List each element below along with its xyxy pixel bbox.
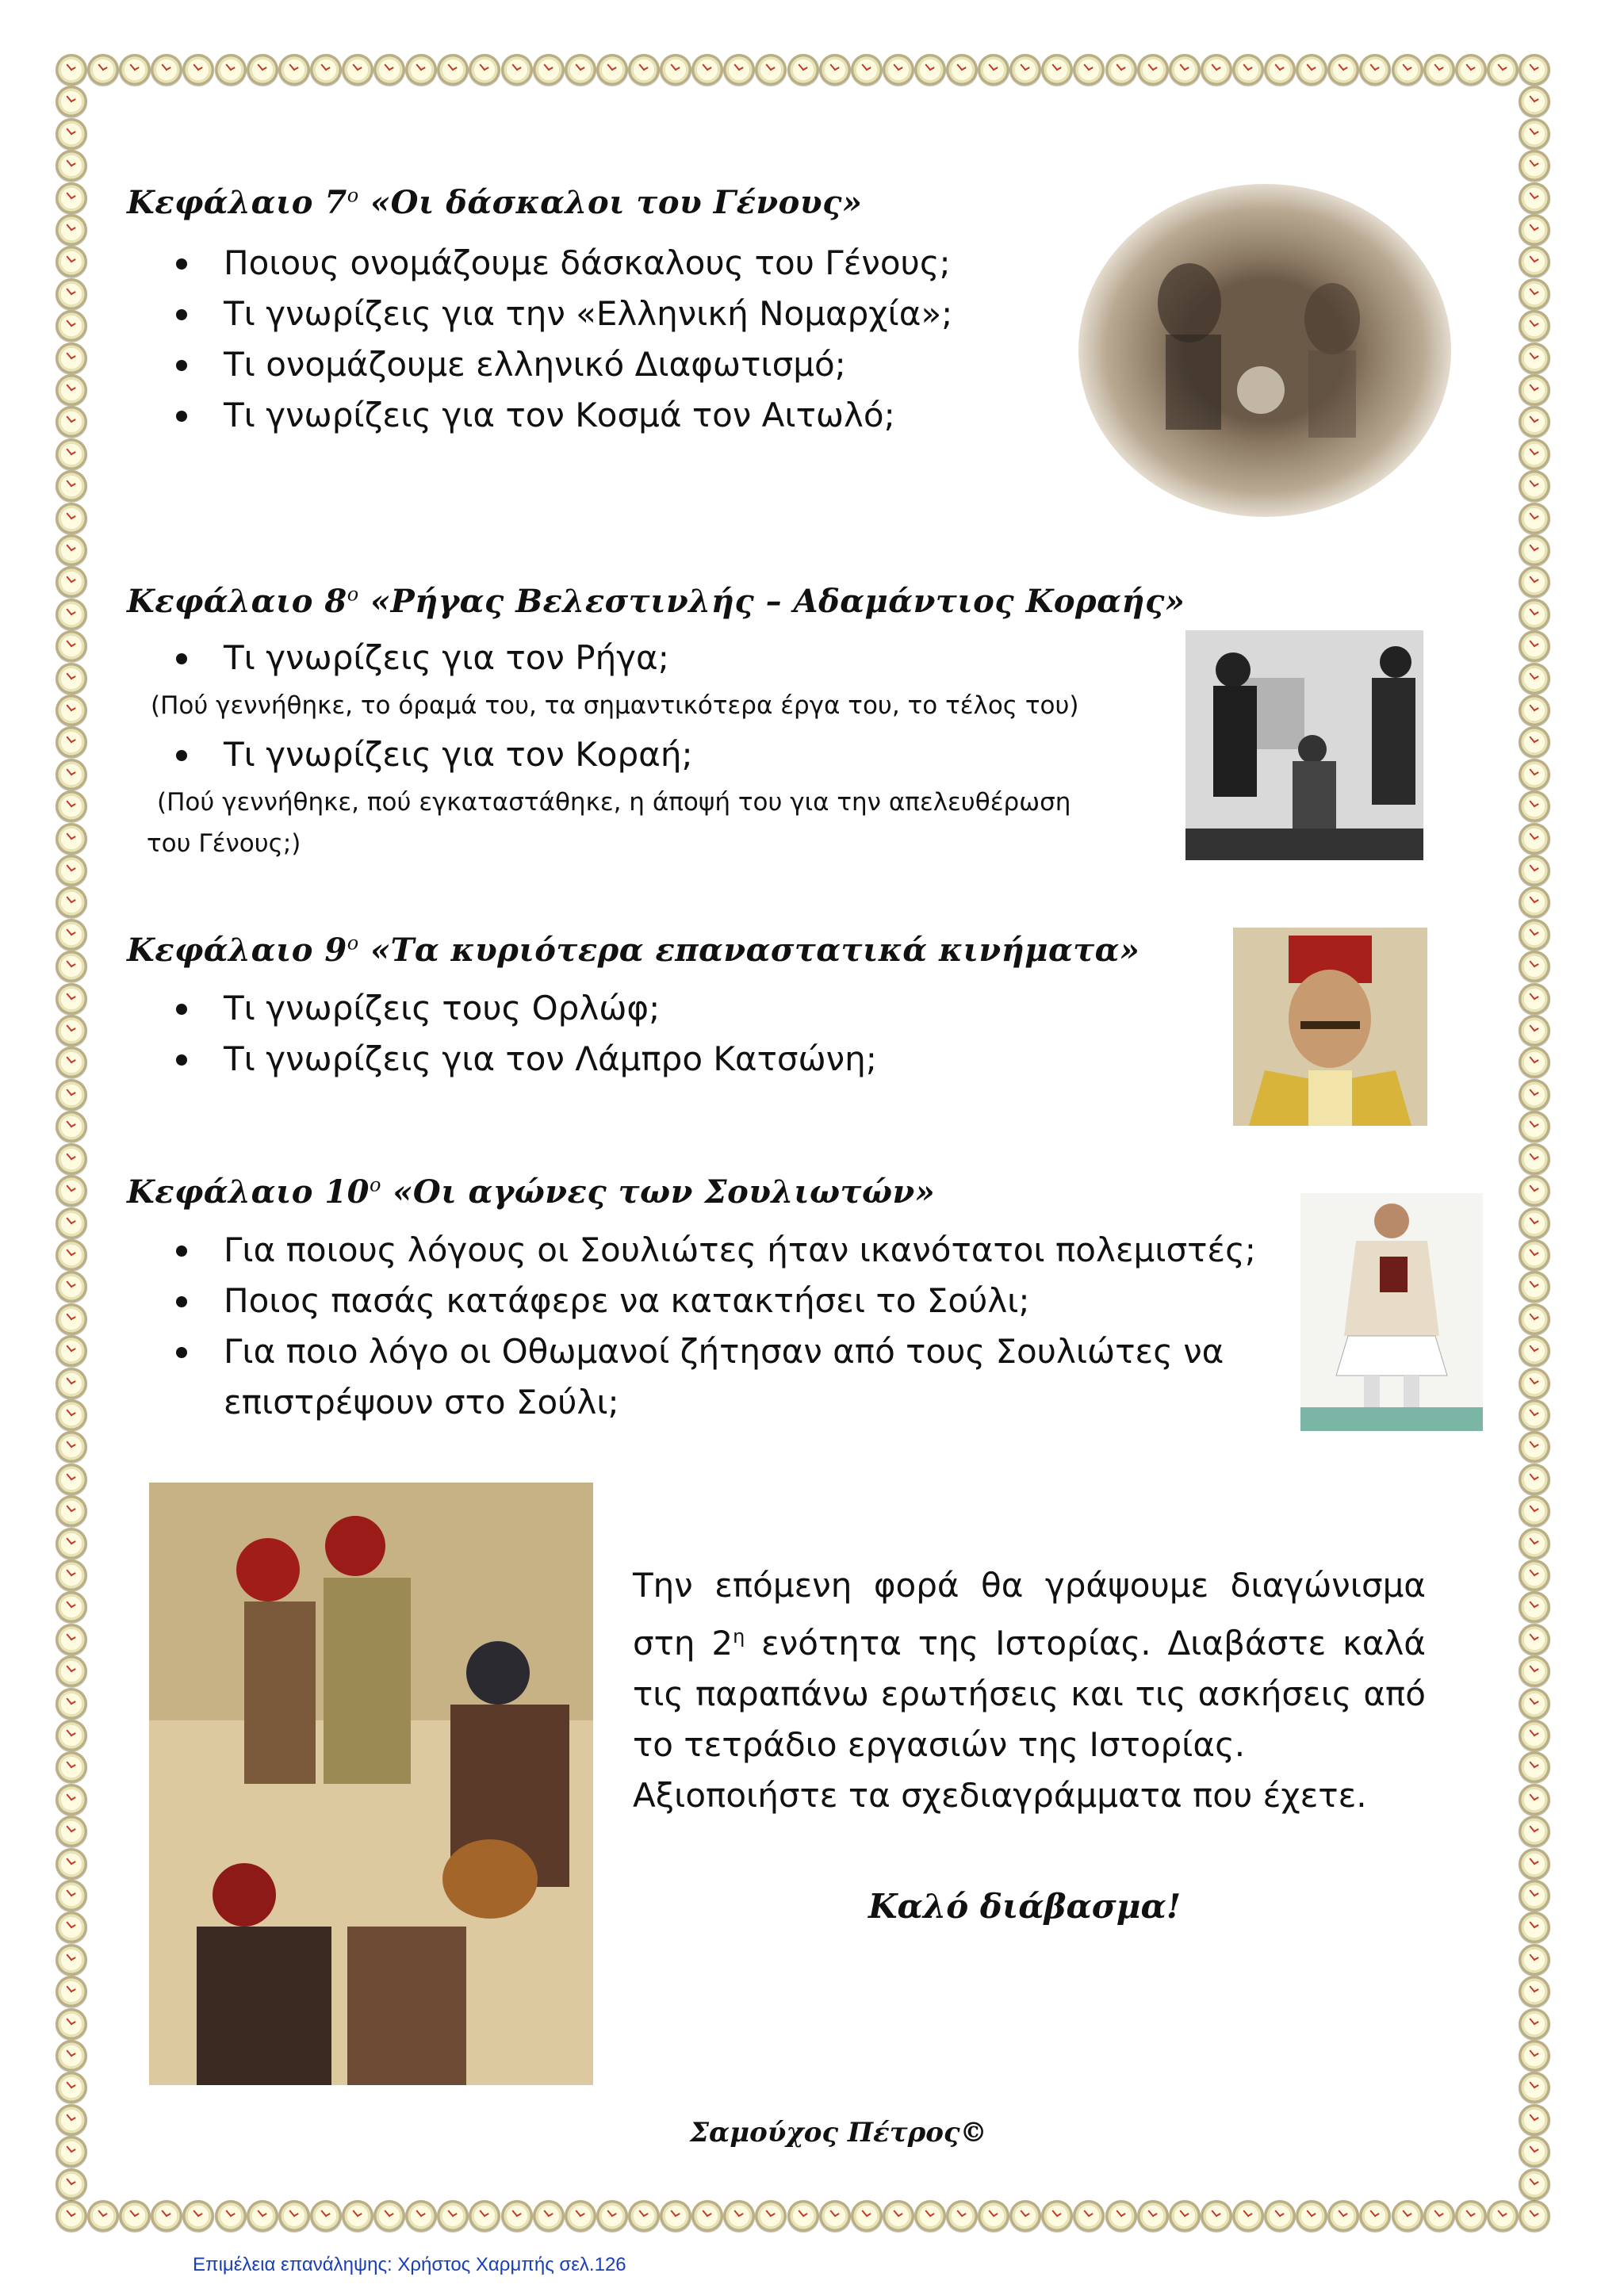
- clock-icon: [437, 2200, 469, 2232]
- clock-icon: [1519, 310, 1550, 342]
- clock-icon: [533, 54, 565, 86]
- clock-icon: [56, 54, 87, 86]
- clock-icon: [1519, 1880, 1550, 1911]
- clock-icon: [1041, 2200, 1073, 2232]
- chapter-9-heading-title: «Τα κυριότερα επαναστατικά κινήματα»: [358, 932, 1140, 969]
- clock-icon: [151, 2200, 182, 2232]
- clock-icon: [1519, 1175, 1550, 1207]
- clock-icon: [755, 54, 787, 86]
- clock-icon: [56, 470, 87, 502]
- closing-text: [633, 1560, 1426, 1821]
- clock-icon: [373, 54, 405, 86]
- clock-icon: [56, 1655, 87, 1687]
- clock-icon: [56, 919, 87, 951]
- clock-icon: [501, 54, 533, 86]
- clock-icon: [1519, 1303, 1550, 1335]
- clock-icon: [1519, 150, 1550, 182]
- list-item: Τι ονομάζουμε ελληνικό Διαφωτισμό;: [168, 339, 1040, 390]
- clock-icon: [56, 1528, 87, 1559]
- clock-icon: [56, 1368, 87, 1399]
- clock-icon: [56, 406, 87, 438]
- clock-icon: [56, 951, 87, 982]
- clock-icon: [1137, 2200, 1169, 2232]
- footer-credit: Επιμέλεια επανάληψης: Χρήστος Χαρμπής σελ.126: [193, 2254, 626, 2275]
- clock-icon: [1519, 246, 1550, 277]
- clock-icon: [533, 2200, 565, 2232]
- clock-icon: [56, 374, 87, 406]
- clock-icon: [151, 54, 182, 86]
- clock-icon: [1519, 54, 1550, 86]
- clock-icon: [1519, 118, 1550, 150]
- clock-icon: [56, 1816, 87, 1847]
- clock-icon: [914, 2200, 946, 2232]
- clock-icon: [1519, 630, 1550, 662]
- clock-icon: [1392, 54, 1423, 86]
- clock-icon: [1519, 1335, 1550, 1367]
- good-luck-text: Καλό διάβασμα!: [868, 1887, 1182, 1926]
- clock-icon: [1519, 855, 1550, 886]
- clock-icon: [1519, 951, 1550, 982]
- clock-icon: [628, 2200, 660, 2232]
- clock-icon: [1519, 790, 1550, 822]
- clock-icon: [1327, 2200, 1359, 2232]
- chapter-9-heading: [127, 932, 1139, 969]
- clock-icon: [56, 1303, 87, 1335]
- clock-icon: [1519, 503, 1550, 534]
- clock-icon: [1519, 1431, 1550, 1463]
- list-item: Ποιους ονομάζουμε δάσκαλους του Γένους;: [168, 238, 1040, 289]
- clock-icon: [819, 2200, 851, 2232]
- clock-icon: [1519, 470, 1550, 502]
- clock-icon: [56, 1495, 87, 1527]
- clock-icon: [1264, 2200, 1296, 2232]
- clock-icon: [56, 1624, 87, 1655]
- teachers-illustration-svg: [1078, 184, 1451, 517]
- clock-icon: [1519, 2040, 1550, 2072]
- clock-icon: [1519, 1495, 1550, 1527]
- clock-icon: [1392, 2200, 1423, 2232]
- clock-icon: [755, 2200, 787, 2232]
- clock-icon: [1519, 1655, 1550, 1687]
- clock-icon: [978, 2200, 1009, 2232]
- clock-icon: [1296, 54, 1327, 86]
- clock-icon: [56, 310, 87, 342]
- clock-icon: [1519, 1720, 1550, 1751]
- clock-icon: [596, 54, 628, 86]
- clock-icon: [1105, 54, 1137, 86]
- clock-icon: [1519, 278, 1550, 310]
- clock-icon: [1519, 663, 1550, 695]
- clock-icon: [1519, 726, 1550, 758]
- clock-icon: [56, 278, 87, 310]
- clock-icon: [56, 1207, 87, 1239]
- clock-icon: [56, 886, 87, 918]
- chapter-10-heading-title: «Οι αγώνες των Σουλιωτών»: [381, 1173, 936, 1211]
- clock-icon: [182, 2200, 214, 2232]
- rigas-illustration-svg: [1185, 630, 1423, 860]
- clock-icon: [660, 54, 691, 86]
- clock-icon: [565, 54, 596, 86]
- katsonis-portrait-svg: [1233, 928, 1427, 1126]
- clock-icon: [1359, 2200, 1391, 2232]
- clock-icon: [56, 663, 87, 695]
- clock-icon: [501, 2200, 533, 2232]
- clock-icon: [1327, 54, 1359, 86]
- clock-icon: [883, 54, 914, 86]
- list-item: Τι γνωρίζεις για τον Κοσμά τον Αιτωλό;: [168, 390, 1040, 441]
- clock-icon: [1519, 919, 1550, 951]
- clock-icon: [946, 2200, 978, 2232]
- clock-icon: [1519, 1751, 1550, 1783]
- chapter-10-questions: [168, 1225, 1278, 1428]
- clock-icon: [56, 2136, 87, 2168]
- clock-icon: [56, 2072, 87, 2103]
- clock-icon: [278, 2200, 310, 2232]
- clock-icon: [1519, 566, 1550, 598]
- closing-line1-b: ενότητα της Ιστορίας. Διαβάστε καλά τις παραπάνω ερωτήσεις και τις ασκήσεις από το τετράδιο εργασιών της Ιστορίας.: [633, 1624, 1426, 1764]
- clock-icon: [469, 2200, 500, 2232]
- clock-icon: [56, 1143, 87, 1175]
- list-item: Για ποιο λόγο οι Οθωμανοί ζήτησαν από τους Σουλιώτες να επιστρέψουν στο Σούλι;: [168, 1326, 1298, 1428]
- clock-icon: [1423, 2200, 1455, 2232]
- chapter-10-heading-prefix: Κεφάλαιο 10: [127, 1173, 370, 1211]
- chapter-7-heading-sup: ο: [347, 184, 359, 207]
- chapter-9-heading-prefix: Κεφάλαιο 9: [127, 932, 347, 969]
- clock-icon: [1359, 54, 1391, 86]
- clock-icon: [56, 182, 87, 214]
- clock-icon: [1519, 759, 1550, 790]
- clock-icon: [342, 2200, 373, 2232]
- clock-icon: [215, 54, 247, 86]
- clock-icon: [56, 1335, 87, 1367]
- clock-icon: [56, 1559, 87, 1591]
- clock-icon: [56, 1271, 87, 1303]
- clock-icon: [1455, 2200, 1487, 2232]
- clock-icon: [1519, 342, 1550, 374]
- clock-icon: [56, 1175, 87, 1207]
- clock-icon: [56, 1751, 87, 1783]
- chapter-10-heading-sup: ο: [370, 1173, 381, 1196]
- chapter-10-heading: [127, 1173, 935, 1211]
- clock-icon: [1296, 2200, 1327, 2232]
- clock-icon: [119, 2200, 151, 2232]
- clock-icon: [1519, 823, 1550, 855]
- chapter-7-heading: [127, 184, 862, 221]
- clock-icon: [1487, 2200, 1519, 2232]
- clock-icon: [1519, 86, 1550, 117]
- clock-icon: [1519, 2136, 1550, 2168]
- clock-icon: [56, 2168, 87, 2200]
- list-item: Τι γνωρίζεις για τον Κοραή;: [168, 729, 1120, 780]
- clock-icon: [405, 2200, 437, 2232]
- list-item: Τι γνωρίζεις για την «Ελληνική Νομαρχία»;: [168, 289, 1040, 339]
- clock-icon: [883, 2200, 914, 2232]
- clock-icon: [56, 118, 87, 150]
- clock-icon: [56, 630, 87, 662]
- list-item: Τι γνωρίζεις τους Ορλώφ;: [168, 983, 1120, 1034]
- clock-icon: [56, 1239, 87, 1271]
- clock-icon: [1519, 1271, 1550, 1303]
- clock-icon: [405, 54, 437, 86]
- clock-icon: [469, 54, 500, 86]
- clock-icon: [56, 1079, 87, 1111]
- souliote-illustration-svg: [1300, 1193, 1483, 1431]
- clock-icon: [565, 2200, 596, 2232]
- list-item: Τι γνωρίζεις για τον Ρήγα;: [168, 633, 1120, 683]
- clock-icon: [1137, 54, 1169, 86]
- clock-icon: [1169, 2200, 1201, 2232]
- clock-icon: [310, 2200, 342, 2232]
- clock-icon: [1519, 406, 1550, 438]
- clock-icon: [437, 54, 469, 86]
- closing-paragraph: [633, 1560, 1426, 1770]
- clock-icon: [914, 54, 946, 86]
- clock-icon: [723, 54, 755, 86]
- clock-icon: [1519, 1207, 1550, 1239]
- clock-icon: [56, 1784, 87, 1816]
- clock-icon: [1169, 54, 1201, 86]
- clock-icon: [978, 54, 1009, 86]
- clock-icon: [1201, 54, 1232, 86]
- clock-icon: [278, 54, 310, 86]
- clock-icon: [1519, 599, 1550, 630]
- author-signature: Σαμούχος Πέτρος©: [690, 2117, 987, 2149]
- clock-icon: [87, 2200, 119, 2232]
- fighters-painting-svg: [149, 1483, 593, 2085]
- clock-icon: [1519, 1911, 1550, 1943]
- clock-icon: [1519, 1111, 1550, 1142]
- clock-icon: [56, 599, 87, 630]
- clock-icon: [56, 855, 87, 886]
- chapter-8-note-2: (Πού γεννήθηκε, πού εγκαταστάθηκε, η άποψή του για την απελευθέρωση: [157, 788, 1071, 817]
- clock-icon: [1201, 2200, 1232, 2232]
- clock-icon: [56, 1911, 87, 1943]
- clock-icon: [628, 54, 660, 86]
- chapter-7-questions: [168, 238, 1040, 441]
- clock-icon: [56, 150, 87, 182]
- clock-icon: [56, 503, 87, 534]
- clock-icon: [1073, 2200, 1105, 2232]
- clock-icon: [1519, 1399, 1550, 1431]
- clock-icon: [119, 54, 151, 86]
- clock-icon: [1073, 54, 1105, 86]
- clock-icon: [342, 54, 373, 86]
- clock-icon: [56, 566, 87, 598]
- clock-icon: [596, 2200, 628, 2232]
- clock-icon: [56, 534, 87, 566]
- clock-icon: [1519, 2008, 1550, 2040]
- clock-icon: [1519, 2104, 1550, 2136]
- clock-icon: [1264, 54, 1296, 86]
- clock-icon: [56, 1944, 87, 1976]
- clock-icon: [1519, 1079, 1550, 1111]
- clock-icon: [56, 438, 87, 470]
- rigas-illustration: [1185, 630, 1423, 860]
- clock-icon: [691, 54, 723, 86]
- clock-icon: [1519, 1239, 1550, 1271]
- clock-icon: [56, 246, 87, 277]
- clock-icon: [56, 1880, 87, 1911]
- clock-icon: [56, 1464, 87, 1495]
- clock-icon: [1519, 2200, 1550, 2232]
- clock-icon: [56, 1688, 87, 1720]
- clock-icon: [182, 54, 214, 86]
- clock-icon: [310, 54, 342, 86]
- clock-icon: [1519, 1624, 1550, 1655]
- closing-line2: Αξιοποιήστε τα σχεδιαγράμματα που έχετε.: [633, 1776, 1367, 1815]
- chapter-8-note-1: (Πού γεννήθηκε, το όραμά του, τα σημαντικότερα έργα του, το τέλος του): [151, 691, 1079, 720]
- katsonis-portrait: [1233, 928, 1427, 1126]
- chapter-8-heading-prefix: Κεφάλαιο 8: [127, 583, 347, 620]
- clock-icon: [787, 2200, 819, 2232]
- clock-icon: [1519, 214, 1550, 246]
- clock-icon: [1009, 54, 1041, 86]
- clock-icon: [56, 1976, 87, 2007]
- clock-icon: [787, 54, 819, 86]
- clock-icon: [1519, 1047, 1550, 1078]
- chapter-8-heading: [127, 583, 1185, 620]
- clock-icon: [1519, 983, 1550, 1015]
- clock-icon: [373, 2200, 405, 2232]
- clock-icon: [1519, 1784, 1550, 1816]
- clock-icon: [56, 1015, 87, 1047]
- clock-icon: [1519, 1015, 1550, 1047]
- chapter-7-heading-title: «Οι δάσκαλοι του Γένους»: [358, 184, 863, 221]
- chapter-8-question-2: [168, 729, 1120, 780]
- clock-icon: [56, 1399, 87, 1431]
- clock-icon: [56, 823, 87, 855]
- chapter-9-heading-sup: ο: [347, 932, 359, 955]
- clock-icon: [1519, 1591, 1550, 1623]
- chapter-8-heading-title: «Ρήγας Βελεστινλής – Αδαμάντιος Κοραής»: [358, 583, 1185, 620]
- list-item: Τι γνωρίζεις για τον Λάμπρο Κατσώνη;: [168, 1034, 1120, 1085]
- clock-icon: [1519, 1944, 1550, 1976]
- clock-icon: [691, 2200, 723, 2232]
- clock-icon: [87, 54, 119, 86]
- clock-icon: [819, 54, 851, 86]
- teachers-illustration: [1078, 184, 1451, 517]
- clock-icon: [56, 1720, 87, 1751]
- chapter-8-heading-sup: ο: [347, 583, 359, 606]
- clock-icon: [247, 2200, 278, 2232]
- clock-icon: [1519, 1848, 1550, 1880]
- clock-icon: [56, 2040, 87, 2072]
- clock-icon: [1519, 438, 1550, 470]
- list-item: Ποιος πασάς κατάφερε να κατακτήσει το Σούλι;: [168, 1276, 1278, 1326]
- clock-icon: [56, 1047, 87, 1078]
- clock-icon: [1519, 2072, 1550, 2103]
- clock-icon: [56, 1848, 87, 1880]
- clock-icon: [56, 726, 87, 758]
- clock-icon: [56, 1591, 87, 1623]
- clock-icon: [1519, 1528, 1550, 1559]
- clock-icon: [56, 790, 87, 822]
- clock-icon: [1519, 1559, 1550, 1591]
- clock-icon: [215, 2200, 247, 2232]
- clock-icon: [1105, 2200, 1137, 2232]
- clock-icon: [56, 983, 87, 1015]
- chapter-8-question-1: [168, 633, 1120, 683]
- clock-icon: [851, 2200, 883, 2232]
- clock-icon: [1519, 1976, 1550, 2007]
- clock-icon: [1519, 695, 1550, 726]
- clock-icon: [1232, 54, 1264, 86]
- clock-icon: [1519, 1464, 1550, 1495]
- clock-icon: [1519, 886, 1550, 918]
- clock-icon: [56, 342, 87, 374]
- souliote-illustration: [1300, 1193, 1483, 1431]
- clock-icon: [247, 54, 278, 86]
- clock-icon: [1519, 1816, 1550, 1847]
- clock-icon: [56, 695, 87, 726]
- clock-icon: [56, 214, 87, 246]
- clock-icon: [660, 2200, 691, 2232]
- clock-icon: [1487, 54, 1519, 86]
- clock-icon: [851, 54, 883, 86]
- clock-icon: [1519, 374, 1550, 406]
- clock-icon: [1519, 2168, 1550, 2200]
- clock-icon: [1041, 54, 1073, 86]
- clock-icon: [56, 2104, 87, 2136]
- clock-icon: [56, 86, 87, 117]
- chapter-7-heading-prefix: Κεφάλαιο 7: [127, 184, 347, 221]
- clock-icon: [946, 54, 978, 86]
- clock-icon: [1009, 2200, 1041, 2232]
- clock-icon: [1519, 1368, 1550, 1399]
- clock-icon: [1455, 54, 1487, 86]
- clock-icon: [1423, 54, 1455, 86]
- closing-line1-sup: η: [733, 1625, 745, 1647]
- clock-icon: [1519, 1143, 1550, 1175]
- clock-icon: [723, 2200, 755, 2232]
- chapter-8-note-3: του Γένους;): [147, 829, 301, 858]
- clock-icon: [56, 2008, 87, 2040]
- clock-icon: [1519, 1688, 1550, 1720]
- clock-icon: [56, 759, 87, 790]
- fighters-painting: [149, 1483, 593, 2085]
- list-item: Για ποιους λόγους οι Σουλιώτες ήταν ικανότατοι πολεμιστές;: [168, 1225, 1278, 1276]
- clock-icon: [1519, 182, 1550, 214]
- clock-icon: [56, 2200, 87, 2232]
- clock-icon: [1519, 534, 1550, 566]
- closing-line1-a: Την επόμενη φορά θα γράψουμε διαγώνισμα στη 2: [633, 1566, 1426, 1663]
- clock-icon: [56, 1431, 87, 1463]
- chapter-9-questions: [168, 983, 1120, 1085]
- clock-icon: [56, 1111, 87, 1142]
- clock-icon: [1232, 2200, 1264, 2232]
